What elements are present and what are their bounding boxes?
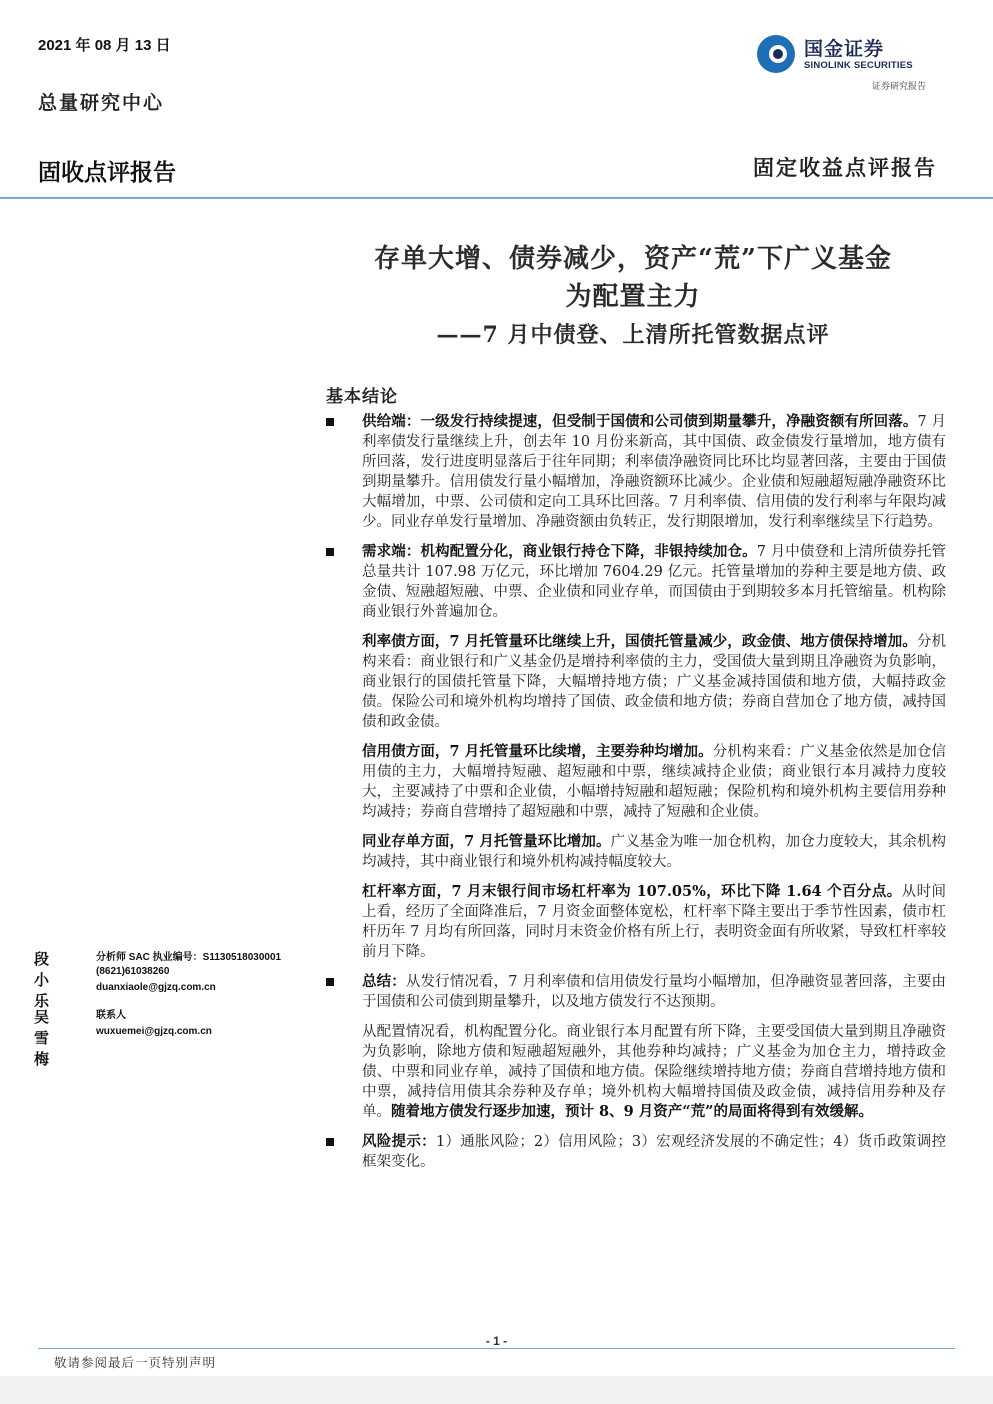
square-bullet-icon: [326, 418, 334, 426]
report-type-right: 固定收益点评报告: [753, 155, 937, 180]
title-line-1: 存单大增、债券减少，资产“荒”下广义基金: [374, 244, 892, 274]
paragraph-text: 广义基金为唯一加仓机构，加仓力度较大，其余机构均减持，其中商业银行和境外机构减持幅度较大。: [362, 834, 947, 870]
footer-disclaimer: 敬请参阅最后一页特别声明: [54, 1355, 217, 1370]
contact-name: 吴雪梅: [34, 1008, 52, 1068]
analyst-details: [96, 951, 281, 995]
analyst-cert: 分析师 SAC 执业编号：S1130518030001: [96, 952, 282, 963]
paragraph-leverage: [326, 882, 946, 962]
paragraph-allocation: [326, 1022, 946, 1122]
page-bottom-band: [0, 1376, 993, 1404]
paragraph-lead: 需求端：机构配置分化，商业银行持仓下降，非银持续加仓。: [362, 543, 757, 560]
paragraph-text: 1）通胀风险；2）信用风险；3）宏观经济发展的不确定性；4）货币政策调控框架变化。: [362, 1134, 946, 1170]
paragraph-text: 7 月利率债发行量继续上升，创去年 10 月份来新高，其中国债、政金债发行量增加，地方债有所回落，发行进度明显落后于往年同期；利率债净融资同比环比均显著回落，主要由于国债到期量攀升。信用债发行量小幅增加，净融资额环比减少。企业债和短融超短融净融资环比大幅增加，中票、公司债和定向工具环比回落。7 月利率债、信用债的发行利率与年限均减少。同业存单发行量增加、净融资额由负转正，发行期限增加，发行利率继续呈下行趋势。: [362, 414, 947, 530]
paragraph-lead: 信用债方面，7 月托管量环比续增，主要券种均增加。: [362, 743, 713, 760]
paragraph-lead: 风险提示：: [362, 1133, 436, 1150]
report-title: [318, 240, 948, 316]
paragraph-lead: 利率债方面，7 月托管量环比继续上升，国债托管量减少，政金债、地方债保持增加。: [362, 633, 917, 650]
analyst-name: 段小乐: [34, 950, 52, 1010]
contact-details: [96, 1009, 212, 1039]
paragraph-lead: 杠杆率方面，7 月末银行间市场杠杆率为 107.05%，环比下降 1.64 个百分点。: [362, 883, 902, 900]
report-subtitle: ——7 月中债登、上清所托管数据点评: [436, 322, 830, 348]
title-line-2: 为配置主力: [565, 282, 701, 312]
analyst-email[interactable]: duanxiaole@gjzq.com.cn: [96, 982, 216, 993]
paragraph-lead: 同业存单方面，7 月托管量环比增加。: [362, 833, 611, 850]
square-bullet-icon: [326, 978, 334, 986]
footer-divider: [38, 1348, 955, 1349]
brand-name-cn: 国金证券: [804, 38, 885, 60]
sinolink-logo-icon: [756, 34, 796, 74]
paragraph-rate-bonds: [326, 632, 946, 732]
square-bullet-icon: [326, 1138, 334, 1146]
paragraph-credit-bonds: [326, 742, 946, 822]
paragraph-text: 从时间上看，经历了全面降准后，7 月资金面整体宽松，杠杆率下降主要出于季节性因素，债市杠杆历年 7 月均有所回落，同时月末资金价格有所上行，表明资金面有所收紧，导致杠杆率较前月下降。: [362, 884, 947, 960]
report-type-left: 固收点评报告: [38, 160, 176, 186]
paragraph-demand: [326, 542, 946, 622]
brand-logo: [756, 30, 946, 78]
paragraph-lead: 供给端：一级发行持续提速，但受制于国债和公司债到期量攀升，净融资额有所回落。: [362, 413, 918, 430]
header-divider: [0, 197, 993, 199]
paragraph-ncd: [326, 832, 946, 872]
section-heading: 基本结论: [326, 387, 398, 407]
paragraph-supply: [326, 412, 946, 532]
paragraph-summary: [326, 972, 946, 1012]
brand-subtitle: 证券研究报告: [872, 82, 927, 92]
paragraph-text: 从配置情况看，机构配置分化。商业银行本月配置有所下降，主要受国债大量到期且净融资为负影响，除地方债和短融超短融外，其他券种均减持；广义基金为加仓主力，增持政金债、中票和同业存单，减持了国债和地方债。保险继续增持地方债；券商自营增持地方债和中票，减持信用债其余券种及存单；境外机构大幅增持国债及政金债，减持信用券种及存单。: [362, 1024, 946, 1120]
contact-email[interactable]: wuxuemei@gjzq.com.cn: [96, 1026, 212, 1037]
square-bullet-icon: [326, 548, 334, 556]
paragraph-risk: [326, 1132, 946, 1172]
paragraph-text: 分机构来看：商业银行和广义基金仍是增持利率债的主力，受国债大量到期且净融资为负影响，商业银行的国债托管量下降，大幅增持地方债；广义基金减持国债和地方债，大幅持政金债。保险公司和境外机构均增持了国债、政金债和地方债；券商自营加仓了地方债，减持国债和政金债。: [362, 634, 947, 730]
paragraph-text: 7 月中债登和上清所债券托管总量共计 107.98 万亿元，环比增加 7604.29 亿元。托管量增加的券种主要是地方债、政金债、短融超短融、中票、企业债和同业存单，而国债由于到期较多本月托管缩量。机构除商业银行外普遍加仓。: [362, 544, 947, 620]
paragraph-tail: 随着地方债发行逐步加速，预计 8、9 月资产“荒”的局面将得到有效缓解。: [391, 1103, 873, 1120]
paragraph-text: 分机构来看：广义基金依然是加仓信用债的主力，大幅增持短融、超短融和中票，继续减持企业债；商业银行本月减持力度较大，主要减持了中票和企业债，小幅增持短融和超短融；保险机构和境外机构主要信用券种均减持；券商自营增持了超短融和中票，减持了短融和企业债。: [362, 744, 946, 820]
brand-name-en: SINOLINK SECURITIES: [804, 60, 913, 71]
report-date: 2021 年 08 月 13 日: [38, 37, 171, 54]
contact-role: 联系人: [96, 1010, 126, 1021]
page-number: - 1 -: [485, 1334, 508, 1348]
paragraph-lead: 总结：: [362, 973, 406, 990]
paragraph-text: 从发行情况看，7 月利率债和信用债发行量均小幅增加，但净融资显著回落，主要由于国债和公司债到期量攀升，以及地方债发行不达预期。: [362, 974, 946, 1010]
analyst-phone: (8621)61038260: [96, 966, 170, 977]
conclusions-body: [326, 412, 946, 1172]
research-center-name: 总量研究中心: [38, 92, 165, 114]
